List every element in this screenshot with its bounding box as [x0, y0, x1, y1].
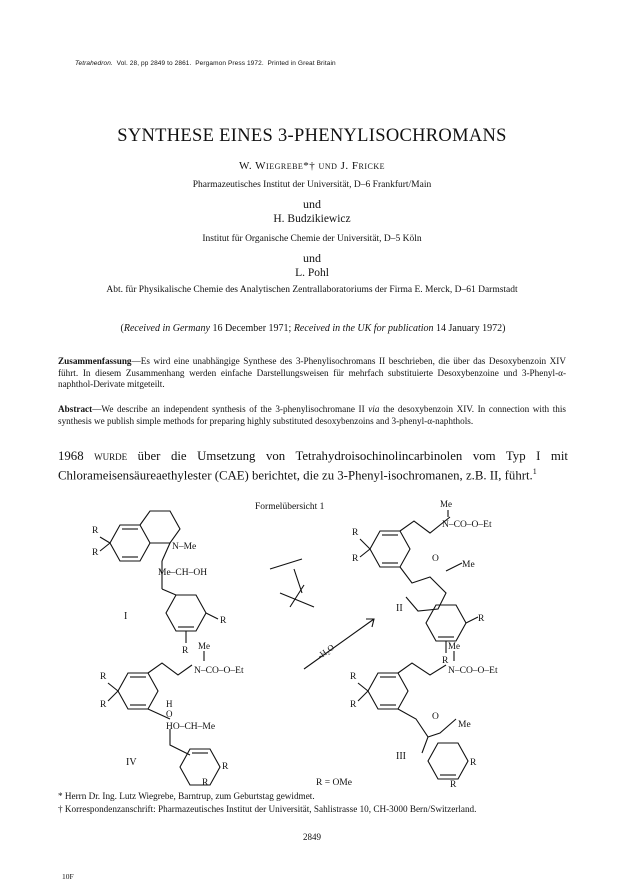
compound-i-structure [92, 511, 227, 656]
compound-ii-ring-o: O [432, 554, 439, 564]
compound-iii-carbamate: N–CO–O–Et [448, 666, 498, 676]
compound-iv-o: O [166, 709, 173, 719]
compound-iii-me-top: Me [448, 641, 460, 651]
institution-merck: Abt. für Physikalische Chemie des Analytischen Zentrallaboratoriums der Firma E. Merck, D–61 Darmstadt [106, 285, 518, 295]
compound-iii-me: Me [458, 720, 471, 730]
compound-ii-structure [352, 499, 492, 666]
compound-iv-structure [100, 641, 244, 785]
received-uk-date: 14 January 1972 [436, 323, 503, 334]
authors-line: W. Wiegrebe*† und J. Fricke [238, 160, 386, 172]
intro-year: 1968 [58, 449, 84, 463]
intro-wurde: wurde [94, 449, 128, 463]
footnote-dagger: † Korrespondenzanschrift: Pharmazeutisches Institut der Universität, Sahlistrasse 10, CH-3000 Bern/Switzerland. [58, 804, 477, 814]
compound-ii-r1: R [352, 528, 359, 538]
figure-caption: Formelübersicht 1 [255, 502, 325, 512]
compound-iv-r2: R [100, 700, 107, 710]
compound-i-label: I [124, 611, 128, 622]
intro-ref: 1 [532, 467, 537, 476]
compound-i-nme: N–Me [172, 542, 197, 552]
dehydration-arrow [304, 619, 374, 669]
abstract-text-before: —We describe an independent synthesis of the 3-phenylisochromane II [92, 404, 369, 414]
conjunction-und-2: und [303, 251, 321, 265]
compound-iii-r3: R [470, 758, 477, 768]
compound-i-r2: R [92, 548, 99, 558]
compound-iv-me: Me [198, 641, 210, 651]
compound-iv-ho-ch-me: HO–CH–Me [166, 722, 216, 732]
compound-iii-r4: R [450, 780, 457, 787]
compound-ii-me: Me [462, 560, 475, 570]
compound-i-r1: R [92, 526, 99, 536]
received-uk-label: Received in the UK for publication [293, 323, 434, 334]
folio-mark: 10F [62, 872, 74, 881]
abstract-via: via [368, 404, 380, 414]
paper-title: SYNTHESE EINES 3-PHENYLISOCHROMANS [117, 126, 507, 146]
compound-i-r3: R [220, 616, 227, 626]
compound-iv-r3: R [222, 762, 229, 772]
formula-overview-figure [58, 497, 568, 787]
zusammenfassung [58, 356, 566, 391]
received-dates: (Received in Germany 16 December 1971; Received in the UK for publication 14 January 1972) [120, 323, 506, 334]
compound-ii-r2: R [352, 554, 359, 564]
institution-koeln: Institut für Organische Chemie der Universität, D–5 Köln [202, 234, 422, 244]
r-definition: R = OMe [316, 778, 352, 787]
compound-iv-r1: R [100, 672, 107, 682]
compound-iv-r4: R [202, 778, 209, 787]
compound-iii-r2: R [350, 700, 357, 710]
abstract [58, 404, 566, 427]
compound-iv-label: IV [126, 757, 137, 768]
compound-iii-r1: R [350, 672, 357, 682]
compound-ii-carbamate: N–CO–O–Et [442, 520, 492, 530]
compound-i-r4: R [182, 646, 189, 656]
zusammenfassung-text: —Es wird eine unabhängige Synthese des 3-Phenylisochromans II beschrieben, die über das Desoxybenzoin XIV führt. In diesem Zusammenhang werden einfache Darstellungsweisen für mehrfach substituierte Desoxybenzoine und 3-Phenyl-α-naphthol-Derivate mitgeteilt. [58, 356, 566, 389]
conjunction-und-1: und [303, 197, 321, 211]
compound-iv-h: H [166, 699, 173, 709]
journal-publisher: Pergamon Press 1972. [195, 60, 264, 67]
intro-paragraph [58, 449, 568, 483]
author-pohl: L. Pohl [295, 267, 329, 279]
compound-i-carbinol: Me–CH–OH [158, 568, 208, 578]
abstract-label: Abstract [58, 404, 93, 414]
compound-ii-me-top: Me [440, 499, 452, 509]
journal-header [75, 60, 336, 67]
compound-iii-ring-o: O [432, 712, 439, 722]
received-germany-date: 16 December 1971; [212, 323, 292, 334]
compound-ii-r4: R [442, 656, 449, 666]
compound-iv-carbamate: N–CO–O–Et [194, 666, 244, 676]
reaction-arrows-top [270, 559, 314, 607]
author-budzikiewicz: H. Budzikiewicz [273, 213, 351, 225]
zusammenfassung-label: Zusammenfassung [58, 356, 132, 366]
page-number: 2849 [303, 832, 321, 842]
institution-frankfurt: Pharmazeutisches Institut der Universität, D–6 Frankfurt/Main [192, 180, 432, 190]
received-germany-label: Received in Germany [123, 323, 210, 334]
journal-citation: Vol. 28, pp 2849 to 2861. [116, 60, 192, 67]
compound-iii-label: III [396, 751, 406, 762]
footnote-star: * Herrn Dr. Ing. Lutz Wiegrebe, Barntrup, zum Geburtstag gewidmet. [58, 791, 315, 801]
journal-printed: Printed in Great Britain [267, 60, 336, 67]
dehydration-label: -H₂O [315, 642, 336, 661]
compound-iii-structure [350, 641, 498, 779]
compound-ii-r3: R [478, 614, 485, 624]
compound-ii-label: II [396, 603, 403, 614]
abstract-text-after: the desoxybenzoin XIV. In connection with this synthesis we publish simple methods for preparing highly substituted desoxybenzoins and 3-phenyl-α-naphthols. [58, 404, 566, 426]
intro-text: über die Umsetzung von Tetrahydroisochinolincarbinolen vom Typ I mit Chlorameisensäureaethylester (CAE) berichtet, die zu 3-Phenyl-isochromanen, z.B. II, führt. [58, 449, 568, 483]
journal-name: Tetrahedron. [75, 60, 113, 67]
